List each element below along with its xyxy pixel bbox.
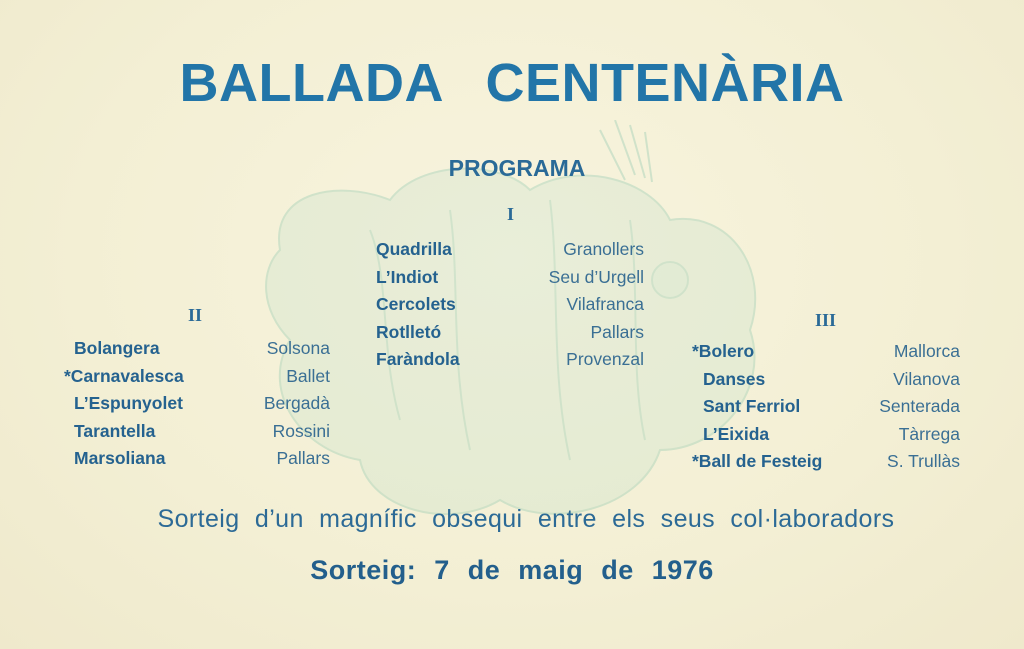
section-iii-list bbox=[692, 341, 960, 479]
dance-name: Bolangera bbox=[74, 338, 160, 358]
section-i-list bbox=[376, 239, 644, 377]
page-title: BALLADA CENTENÀRIA bbox=[179, 53, 845, 113]
dance-origin: Tàrrega bbox=[898, 423, 960, 444]
dance-origin: Solsona bbox=[266, 338, 330, 358]
dance-name: Quadrilla bbox=[376, 239, 452, 259]
list-item bbox=[692, 341, 960, 369]
dance-origin: Seu d’Urgell bbox=[548, 266, 644, 287]
dance-name: Cercolets bbox=[376, 294, 456, 314]
list-item bbox=[376, 294, 644, 322]
list-item bbox=[692, 369, 960, 397]
dance-name: Marsoliana bbox=[74, 448, 166, 468]
list-item bbox=[376, 239, 644, 267]
section-numeral-ii: II bbox=[188, 305, 203, 325]
dance-name: *Bolero bbox=[692, 341, 755, 361]
dance-origin: Mallorca bbox=[893, 341, 960, 361]
list-item bbox=[64, 421, 330, 449]
dance-origin: Bergadà bbox=[263, 393, 330, 413]
dance-origin: Granollers bbox=[563, 239, 644, 259]
dance-origin: Senterada bbox=[879, 396, 960, 416]
list-item bbox=[376, 349, 644, 377]
dance-origin: Vilanova bbox=[893, 368, 960, 389]
raffle-date: Sorteig: 7 de maig de 1976 bbox=[310, 555, 714, 585]
dance-name: L’Indiot bbox=[376, 266, 439, 287]
program-heading: PROGRAMA bbox=[448, 155, 586, 181]
dance-origin: Pallars bbox=[590, 321, 644, 342]
dance-name: Faràndola bbox=[376, 349, 460, 369]
list-item bbox=[692, 396, 960, 424]
section-numeral-i: I bbox=[507, 204, 515, 224]
dance-origin: Provenzal bbox=[566, 349, 644, 369]
list-item bbox=[64, 338, 330, 366]
raffle-text: Sorteig d’un magnífic obsequi entre els seus col·laboradors bbox=[157, 505, 895, 533]
dance-name: L’Espunyolet bbox=[74, 393, 183, 413]
list-item bbox=[64, 448, 330, 476]
list-item bbox=[64, 393, 330, 421]
section-ii-list bbox=[64, 338, 330, 476]
dance-name: *Carnavalesca bbox=[64, 365, 184, 386]
section-numeral-iii: III bbox=[815, 310, 837, 330]
list-item bbox=[376, 322, 644, 350]
list-item bbox=[692, 451, 960, 479]
list-item bbox=[692, 424, 960, 452]
dance-name: Rotlletó bbox=[376, 321, 442, 342]
dance-origin: Pallars bbox=[276, 448, 330, 468]
dance-name: Sant Ferriol bbox=[703, 396, 801, 416]
list-item bbox=[376, 267, 644, 295]
dance-origin: S. Trullàs bbox=[887, 451, 960, 471]
dance-name: Tarantella bbox=[74, 420, 156, 441]
dance-name: L’Eixida bbox=[703, 423, 770, 444]
dance-name: Danses bbox=[703, 368, 766, 389]
dance-name: *Ball de Festeig bbox=[692, 451, 823, 471]
dance-origin: Ballet bbox=[286, 365, 330, 386]
dance-origin: Rossini bbox=[272, 420, 330, 441]
dance-origin: Vilafranca bbox=[566, 294, 644, 314]
list-item bbox=[64, 366, 330, 394]
